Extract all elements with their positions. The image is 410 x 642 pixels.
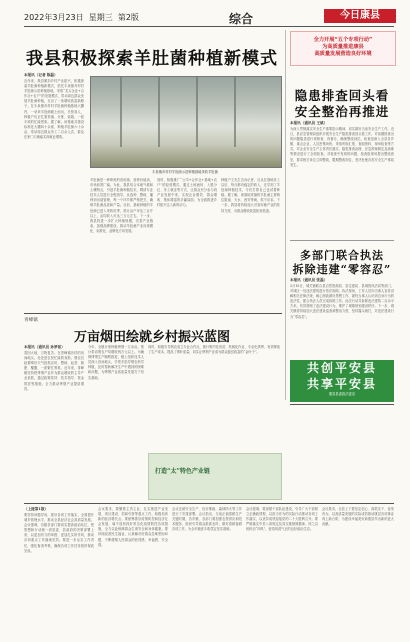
bottom-byline: （上接第1版） bbox=[24, 507, 49, 511]
lead-byline-block bbox=[24, 73, 84, 78]
right-mid-headline-2: 拆除违建“零容忍” bbox=[292, 263, 392, 276]
right-divider bbox=[290, 240, 394, 241]
village-headline: 万亩烟田绘就乡村振兴蓝图 bbox=[73, 330, 230, 345]
village-byline: 本报讯（通讯员 孙梦茹） bbox=[24, 345, 65, 349]
promo-line-3: 高质量发展营造良好环境 bbox=[314, 51, 372, 57]
lead-col-2: 羊肚菌是一种珍贵的食用菌，营养价值高，市场前景广阔。为此，我县结合本地气候和土壤特点，引进羊肚菌种植技术，聘请专业技术人员进行全程指导，从选种、整地、播种到出菇管理，每一个环节都严格把关，确保羊肚菌品质和产量。目前，基地种植的羊肚菌已进入采收旺季，预计亩产可达三百斤以上，亩均收入可达三万元左右。下一步，我县将进一步扩大种植规模，完善产业链条，加强品牌建设，推动羊肚菌产业向规模化、标准化、品牌化方向发展。 bbox=[90, 178, 153, 233]
page-date: 2022年3月23日 星期三 第2版 bbox=[24, 13, 139, 22]
lead-headline: 我县积极探索羊肚菌种植新模式 bbox=[26, 49, 278, 69]
right-top-body: 为深入贯彻落实安全生产重要指示精神，切实做好当前安全生产工作，近日，县应急管理局组织开展安全生产隐患排查回头看工作，对前期排查出的问题隐患进行再核查、再督办，确保整改到位。检查组深入全县各乡镇、重点企业、人员密集场所，采取听取汇报、查阅资料、现场检查等方式，对企业安全生产主体责任落实、隐患排查治理、应急预案制定及演练等情况进行了全面检查。对检查中发现的问题，检查组现场提出整改意见，要求相关单位立即整改，限期整改到位，坚决杜绝各类安全生产事故发生。 bbox=[290, 127, 394, 167]
bottom-col-3: 会议还就安全生产、信访维稳、森林防火等工作进行了安排部署。会议指出，当前正值春耕生产关键时期，各乡镇、各部门要加强农资供应和技术服务，组织引导群众抢抓农时，做好春耕备耕各项工作，为全年粮食丰收奠定坚实基础。 bbox=[172, 507, 242, 532]
section-title: 综合 bbox=[229, 12, 254, 26]
promo-line-2: 为高质量推进康县 bbox=[322, 44, 364, 50]
bottom-col-5: 会议要求，全县上下要坚定信心、真抓实干、奋发有为，以高质量发展的实际成效推动康县各项事业再上新台阶，为建设幸福美好新康县作出新的更大贡献。 bbox=[322, 507, 394, 527]
slogan-footer: 康县县委政法委宣 bbox=[328, 392, 356, 396]
lead-photo-caption: 丰泉镇乔村村羊肚菌示范种植基地采收羊肚菌 bbox=[152, 170, 218, 174]
bottom-col-4: 会议强调，要加强干部队伍建设，引导广大干部树立正确政绩观，以担当作为的实际行动推动各项工作落实，以优异成绩迎接党的二十大胜利召开。要严格落实中央八项规定及其实施细则精神，持之以恒纠治“四风”，营造风清气正的良好政治生态。 bbox=[246, 507, 318, 532]
page-header bbox=[24, 10, 394, 24]
right-top-headline-2: 安全整治再推进 bbox=[294, 104, 390, 119]
village-col-3: 同时，积极引导烟农成立专业合作社，推行集约化育苗、机械化作业、专业化烘烤，有效降低了生产成本，提高了烟叶质量，切实让烤烟产业成为群众脱贫致富的“金叶子”。 bbox=[148, 345, 280, 355]
ad-text: 打造“太”特色产业链 bbox=[155, 468, 210, 475]
masthead-logo: 今日康县 bbox=[324, 9, 396, 23]
lead-col-1-cont bbox=[24, 262, 84, 310]
lead-col-4: 种植户王先生告诉记者，自从在基地务工以后，每月都有稳定的收入，还学到了羊肚菌种植技术，今后打算自己也试着种植。据了解，该基地采摘的羊肚菌主要销往陇南、天水、西安等地，供不应求。下一步，我县将持续加大对食用菌产业的扶持力度，为群众增收致富拓宽渠道。 bbox=[221, 178, 280, 213]
ad-banner bbox=[148, 453, 282, 500]
promo-line-1: 全力开展“五个专项行动” bbox=[313, 37, 373, 43]
header-rule bbox=[24, 26, 394, 27]
village-kicker: 青峰镇 bbox=[24, 318, 38, 323]
right-top-byline: 本报讯（通讯员 王斌） bbox=[290, 121, 328, 125]
middle-rule bbox=[24, 313, 282, 314]
lead-col-1: 近年来，我县紧扣乡村产业振兴，积极探索羊肚菌种植新模式，依托丰泉镇乔村村羊肚菌示范种植基地，采取“龙头企业+合作社+农户”的发展模式，带动周边群众发展羊肚菌种植，走出了一条增收致富新路子。在丰泉镇乔村村羊肚菌种植基地大棚内，一朵朵羊肚菌破土而出，长势喜人，种植户们正忙着采摘、分拣、装箱，一派丰收的忙碌景象。据了解，该基地共建设标准化大棚四十余座，种植羊肚菌六十余亩，带动周边群众务工二百余人次，群众在家门口就能实现就业增收。 bbox=[24, 79, 84, 140]
slogan-line-1: 共创平安县 bbox=[306, 361, 377, 375]
right-top-headline-1: 隐患排查回头看 bbox=[294, 88, 390, 103]
bottom-rule bbox=[24, 503, 394, 504]
bottom-col-1: 要坚持问题导向，抓好各项工作落实，全面提升城乡管理水平，推动全县经济社会高质量发展。会议强调，各级各部门要切实提高政治站位，把思想和行动统一到县委、县政府的决策部署上来，以更加有力的举措、更加扎实的作风，推动各项重点工作落地见效。要进一步压实工作责任，强化督查考核，确保各项工作任务按时保质完成。 bbox=[24, 513, 94, 553]
lead-photo bbox=[90, 76, 282, 168]
safety-slogan-box bbox=[290, 360, 394, 402]
right-mid-body: 3月16日，城关镇联合县自然资源局、县住建局、县城管执法局等部门，对城区一处违法建筑进行依法拆除。执法现场，工作人员向当事人宣传讲解相关法律法规，耐心细致做好思想工作，最终当事人认识到自身行为的违法性，配合执法人员完成拆除工作。此次行动共拆除违法建筑二百余平方米，有效遏制了违法建设行为，维护了城镇规划建设秩序。下一步，城关镇将持续加大违法建设巡查和整治力度，坚持露头就打，对违法建设行为“零容忍”。 bbox=[290, 284, 394, 319]
village-col-1: 春回大地，万物复苏。在青峰镇各村的田间地头，处处是农民忙碌的身影。烟农们趁着晴好天气抢抓农时，整地、起垄、施肥、覆膜，一派繁忙景象。近年来，青峰镇坚持把烤烟产业作为群众增收的主导产业来抓，通过政策扶持、技术指导、资金帮扶等措施，全力推动烤烟产业提质增效。 bbox=[24, 351, 84, 391]
bottom-col-2: 会议要求，要聚焦主责主业，扎实推进产业发展、项目建设、招商引资等重点工作，积极培育新的经济增长点。要统筹抓好疫情防控和经济社会发展，毫不放松抓好常态化疫情防控各项措施，全力以赴保障群众生命安全和身体健康。要持续改善民生福祉，认真解决好群众急难愁盼问题，不断增强人民群众的获得感、幸福感、安全感。 bbox=[98, 507, 168, 547]
slogan-line-2: 共享平安县 bbox=[306, 377, 377, 391]
promo-banner bbox=[290, 31, 396, 66]
right-mid-headline-1: 多部门联合执法 bbox=[300, 249, 384, 262]
column-divider bbox=[285, 30, 286, 400]
right-bottom-rule bbox=[290, 404, 394, 405]
right-mid-byline: 本报讯（通讯员 张磊） bbox=[290, 278, 328, 282]
village-col-2: 今年，全镇计划种植烤烟一万余亩，预计带动烟农户均增收两万元以上。为确保烤烟生产顺利推进，镇上组织技术人员深入田间地头，手把手指导烟农科学种植，及时帮助解决生产中遇到的困难和问题，为烤烟产业高质量发展打下坚实基础。 bbox=[88, 345, 144, 380]
lead-byline: 本报讯（记者 陈磊） bbox=[24, 73, 58, 77]
lead-col-3: 同时，积极推广“公司+合作社+基地+农户”的经营模式，通过土地流转、入股分红、务工就业等方式，让群众充分参与到产业发展中来，实现企业增效、群众增收、集体增富的多赢局面，为全面推进乡村振兴注入新的动力。 bbox=[157, 178, 217, 208]
